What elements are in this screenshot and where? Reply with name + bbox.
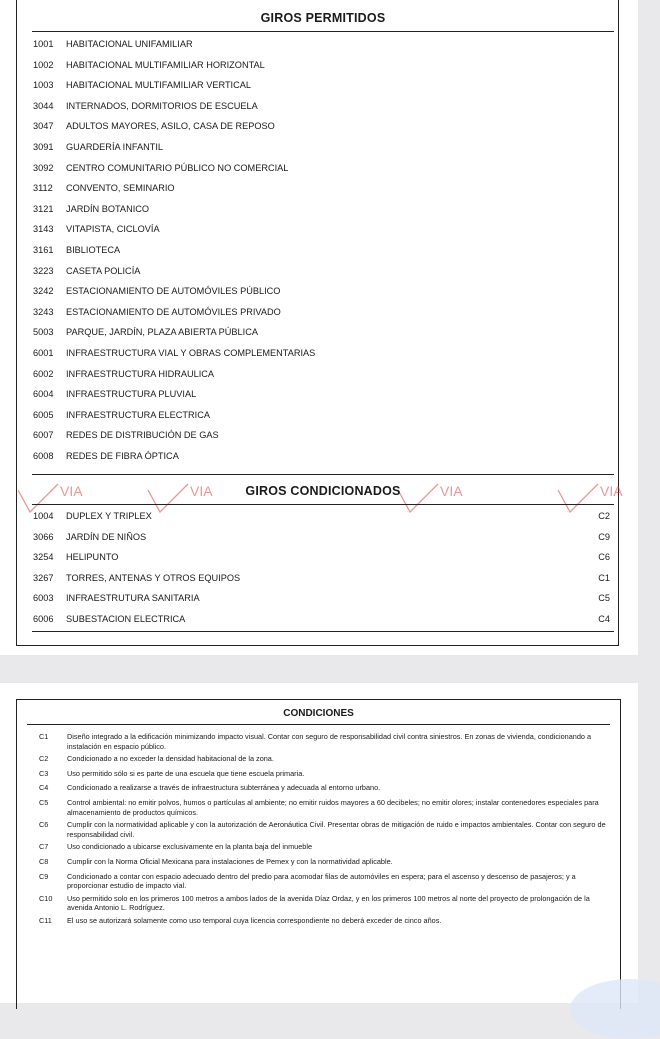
watermark-text: VIA [600, 483, 623, 499]
use-name: ESTACIONAMIENTO DE AUTOMÓVILES PRIVADO [66, 306, 281, 317]
condition-code: C5 [39, 797, 49, 807]
permitted-row [32, 281, 612, 302]
use-name: CENTRO COMUNITARIO PÚBLICO NO COMERCIAL [66, 162, 289, 173]
use-code: 5003 [33, 327, 54, 338]
permitted-row [32, 384, 612, 405]
conditional-list [32, 506, 612, 630]
condition-text: Cumplir con la normatividad aplicable y con la autorización de Aeronáutica Civil. Presentar obras de mitigación de ruido e impactos ambientales. Contar con seguro de responsabilidad civil. [67, 820, 606, 839]
condition-code: C6 [39, 820, 49, 830]
permitted-row [32, 34, 612, 55]
use-code: 1001 [33, 39, 54, 49]
condition-item [35, 872, 615, 891]
use-code: 6002 [33, 368, 54, 379]
conditional-row [32, 568, 612, 589]
permitted-row [32, 116, 612, 137]
use-name: HABITACIONAL UNIFAMILIAR [66, 39, 193, 49]
conditions-section-title: CONDICIONES [283, 708, 354, 719]
use-name: INFRAESTRUCTURA HIDRAULICA [66, 368, 215, 379]
use-code: 3267 [33, 572, 54, 583]
use-name: HABITACIONAL MULTIFAMILIAR HORIZONTAL [66, 59, 265, 70]
condition-code: C9 [39, 871, 49, 881]
use-code: 3243 [33, 306, 54, 317]
use-code: 6003 [33, 593, 54, 604]
conditional-row [32, 527, 612, 548]
use-code: 3242 [33, 286, 54, 297]
use-name: DUPLEX Y TRIPLEX [66, 511, 152, 521]
permitted-row [32, 364, 612, 385]
condition-item [35, 857, 615, 867]
use-code: 3143 [33, 224, 54, 235]
condition-text: Uso permitido sólo si es parte de una escuela que tiene escuela primaria. [67, 768, 305, 778]
condition-text: Uso permitido solo en los primeros 100 metros a ambos lados de la avenida Díaz Ordaz, y en los primeros 100 metros al norte del proyecto de prolongación de la avenida Antonio L. Rodríguez. [67, 893, 590, 913]
permitted-row [32, 158, 612, 179]
use-code: 6004 [33, 389, 54, 400]
document-page-2 [0, 683, 638, 1003]
permitted-section-title: GIROS PERMITIDOS [260, 11, 386, 25]
use-name: SUBESTACION ELECTRICA [66, 613, 186, 624]
use-code: 1003 [33, 80, 54, 91]
condition-code: C5 [598, 593, 610, 604]
use-code: 3223 [33, 265, 54, 276]
use-name: ESTACIONAMIENTO DE AUTOMÓVILES PÚBLICO [66, 286, 281, 297]
use-name: REDES DE FIBRA ÓPTICA [66, 450, 179, 461]
condition-item [35, 842, 615, 852]
permitted-row [32, 322, 612, 343]
condition-code: C2 [598, 511, 610, 521]
use-name: CONVENTO, SEMINARIO [66, 183, 175, 194]
use-code: 6008 [33, 450, 54, 461]
condition-text: Diseño integrado a la edificación minimizando impacto visual. Contar con seguro de responsabilidad civil contra siniestros. En zonas de vivienda, condicionando a instalación en espacio público. [67, 732, 592, 751]
condition-item [35, 820, 615, 839]
watermark-text: VIA [440, 483, 463, 499]
condition-text: Condicionado a no exceder la densidad habitacional de la zona. [67, 754, 274, 764]
condition-text: Cumplir con la Norma Oficial Mexicana para instalaciones de Pemex y con la normatividad aplicable. [67, 856, 393, 866]
use-name: PARQUE, JARDÍN, PLAZA ABIERTA PÚBLICA [66, 327, 258, 338]
conditional-row [32, 547, 612, 568]
use-name: JARDÍN DE NIÑOS [66, 531, 147, 542]
use-code: 1004 [33, 511, 54, 521]
use-code: 6001 [33, 347, 54, 358]
conditions-title-rule [27, 724, 610, 725]
use-code: 3254 [33, 552, 54, 563]
conditional-section-title: GIROS CONDICIONADOS [245, 484, 401, 498]
permitted-list [32, 34, 612, 466]
use-name: INFRAESTRUCTURA VIAL Y OBRAS COMPLEMENTARIAS [66, 347, 316, 358]
condition-item [35, 732, 615, 751]
conditional-title-rule [32, 504, 614, 505]
condition-item [35, 798, 615, 817]
conditional-row [32, 609, 612, 630]
permitted-row [32, 446, 612, 467]
use-name: INFRAESTRUTURA SANITARIA [66, 593, 200, 604]
use-code: 3092 [33, 162, 54, 173]
condition-item [35, 754, 615, 764]
condition-item [35, 783, 615, 793]
use-name: GUARDERÍA INFANTIL [66, 141, 163, 152]
condition-code: C6 [598, 552, 610, 563]
use-name: INFRAESTRUCTURA PLUVIAL [66, 389, 197, 400]
permitted-row [32, 240, 612, 261]
use-name: HABITACIONAL MULTIFAMILIAR VERTICAL [66, 80, 251, 91]
condition-text: Condicionado a contar con espacio adecuado dentro del predio para acomodar filas de automóviles en espera; para el ascenso y descenso de pasajeros; y a proporcionar estudio de impacto vial. [67, 871, 576, 891]
watermark-text: VIA [190, 483, 213, 499]
use-code: 6005 [33, 409, 54, 420]
use-code: 1002 [33, 59, 54, 70]
condition-item [35, 916, 615, 926]
permitted-row [32, 199, 612, 220]
permitted-row [32, 343, 612, 364]
condition-text: Uso condicionado a ubicarse exclusivamente en la planta baja del inmueble [67, 842, 313, 852]
use-name: CASETA POLICÍA [66, 265, 141, 276]
condition-code: C4 [39, 783, 49, 793]
use-name: REDES DE DISTRIBUCIÓN DE GAS [66, 430, 219, 441]
permitted-bottom-rule [32, 474, 614, 475]
condition-text: El uso se autorizará solamente como uso temporal cuya licencia correspondiente no deberá exceder de cinco años. [67, 915, 442, 925]
condition-code: C9 [598, 531, 610, 542]
condition-code: C7 [39, 842, 49, 852]
use-code: 6006 [33, 613, 54, 624]
condition-code: C1 [598, 572, 610, 583]
condition-code: C3 [39, 768, 49, 778]
permitted-row [32, 55, 612, 76]
use-code: 3047 [33, 121, 54, 132]
permitted-row [32, 137, 612, 158]
permitted-row [32, 219, 612, 240]
condition-item [35, 769, 615, 779]
use-name: VITAPISTA, CICLOVÍA [66, 224, 160, 235]
conditional-row [32, 588, 612, 609]
permitted-row [32, 302, 612, 323]
condition-code: C10 [39, 893, 53, 903]
use-code: 3091 [33, 141, 54, 152]
use-name: INTERNADOS, DORMITORIOS DE ESCUELA [66, 100, 258, 111]
watermark-text: VIA [60, 483, 83, 499]
condition-text: Condicionado a realizarse a través de infraestructura subterránea y adecuada al entorno urbano. [67, 783, 381, 793]
use-name: HELIPUNTO [66, 552, 119, 563]
condition-item [35, 894, 615, 913]
permitted-row [32, 75, 612, 96]
use-code: 3044 [33, 100, 54, 111]
use-code: 3112 [33, 183, 53, 194]
condition-code: C8 [39, 856, 49, 866]
use-code: 6007 [33, 430, 54, 441]
permitted-title-rule [32, 31, 614, 32]
use-code: 3066 [33, 531, 54, 542]
use-name: ADULTOS MAYORES, ASILO, CASA DE REPOSO [66, 121, 275, 132]
use-code: 3121 [33, 203, 54, 214]
use-name: JARDÍN BOTANICO [66, 203, 150, 214]
conditions-list [35, 732, 615, 930]
permitted-row [32, 425, 612, 446]
permitted-row [32, 96, 612, 117]
use-name: TORRES, ANTENAS Y OTROS EQUIPOS [66, 572, 241, 583]
condition-text: Control ambiental: no emitir polvos, humos o partículas al ambiente; no emitir ruidos mayores a 60 decibeles; no emitir olores; instalar contenedores especiales para almacenamiento de productos químicos. [67, 797, 599, 817]
use-name: INFRAESTRUCTURA ELECTRICA [66, 409, 210, 420]
conditional-bottom-rule [32, 631, 614, 632]
permitted-row [32, 261, 612, 282]
condition-code: C1 [39, 732, 49, 741]
condition-code: C4 [598, 613, 610, 624]
condition-code: C2 [39, 754, 49, 764]
permitted-row [32, 405, 612, 426]
conditional-row [32, 506, 612, 527]
permitted-row [32, 178, 612, 199]
use-name: BIBLIOTECA [66, 244, 121, 255]
condition-code: C11 [39, 915, 52, 925]
conditions-frame [16, 699, 621, 1009]
use-code: 3161 [33, 244, 54, 255]
